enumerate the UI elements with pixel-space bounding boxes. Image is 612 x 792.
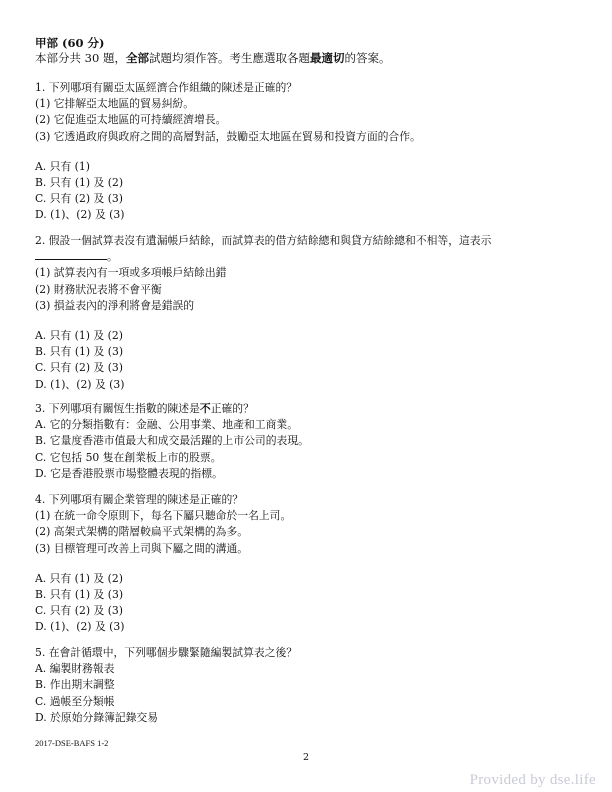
option-a: A. 編製財務報表 <box>35 662 115 676</box>
question-4 <box>35 492 291 636</box>
section-title: 甲部 (60 分) <box>35 36 105 50</box>
statement: (2) 財務狀況表將不會平衡 <box>35 282 162 296</box>
stem-emphasis-not: 不 <box>199 402 211 415</box>
option-b: B. 只有 (1) 及 (3) <box>35 588 124 602</box>
option-d: D. 它是香港股票市場整體表現的指標。 <box>35 466 223 480</box>
option-d: D. 於原始分錄簿記錄交易 <box>35 710 159 724</box>
option-a: A. 只有 (1) 及 (2) <box>35 571 123 585</box>
question-stem: 5. 在會計循環中，下列哪個步驟緊隨編製試算表之後？ <box>35 646 298 659</box>
option-d: D. (1)、(2) 及 (3) <box>35 208 125 222</box>
question-stem: 4. 下列哪項有關企業管理的陳述是正確的？ <box>35 493 244 506</box>
instruction-emphasis-best: 最適切 <box>309 51 345 65</box>
paper-code: 2017-DSE-BAFS 1-2 <box>35 738 109 748</box>
question-2 <box>35 233 491 393</box>
option-d: D. (1)、(2) 及 (3) <box>35 377 125 391</box>
statement: (2) 它促進亞太地區的可持續經濟增長。 <box>35 113 227 127</box>
option-b: B. 作出期末調整 <box>35 678 115 692</box>
question-stem: 1. 下列哪項有關亞太區經濟合作組織的陳述是正確的？ <box>35 81 298 94</box>
option-b: B. 它量度香港市值最大和成交最活躍的上市公司的表現。 <box>35 434 309 448</box>
statement: (3) 損益表內的淨利將會是錯誤的 <box>35 298 195 312</box>
instruction-text: 試題均須作答。考生應選取各題 <box>148 51 310 65</box>
watermark: Provided by dse.life <box>469 772 596 788</box>
question-stem <box>35 401 309 417</box>
option-d: D. (1)、(2) 及 (3) <box>35 620 125 634</box>
question-stem: 2. 假設一個試算表沒有遺漏帳戶結餘，而試算表的借方結餘總和與貸方結餘總和不相等，這表示 <box>35 234 492 247</box>
instruction-text: 本部分共 30 題， <box>35 51 126 65</box>
answer-blank-line <box>35 249 491 265</box>
question-5 <box>35 645 297 726</box>
instruction-emphasis-all: 全部 <box>125 51 149 65</box>
option-c: C. 它包括 50 隻在創業板上市的股票。 <box>35 450 222 464</box>
section-instruction <box>35 51 390 66</box>
option-c: C. 過帳至分類帳 <box>35 694 115 708</box>
page-number: 2 <box>302 752 310 763</box>
answer-blank <box>35 249 107 260</box>
statement: (1) 試算表內有一項或多項帳戶結餘出錯 <box>35 266 227 280</box>
option-a: A. 它的分類指數有：金融、公用事業、地產和工商業。 <box>35 418 298 432</box>
option-c: C. 只有 (2) 及 (3) <box>35 604 124 618</box>
option-a: A. 只有 (1) <box>35 159 90 173</box>
stem-text: 正確的？ <box>210 402 254 415</box>
option-c: C. 只有 (2) 及 (3) <box>35 192 124 206</box>
question-1 <box>35 80 421 224</box>
stem-text: 3. 下列哪項有關恆生指數的陳述是 <box>35 402 200 415</box>
statement: (3) 目標管理可改善上司與下屬之間的溝通。 <box>35 541 249 555</box>
option-b: B. 只有 (1) 及 (2) <box>35 176 124 190</box>
instruction-text: 的答案。 <box>344 51 391 65</box>
question-3 <box>35 401 309 482</box>
statement: (1) 在統一命令原則下，每名下屬只聽命於一名上司。 <box>35 509 292 523</box>
section-header <box>35 36 390 66</box>
statement: (3) 它透過政府與政府之間的高層對話，鼓勵亞太地區在貿易和投資方面的合作。 <box>35 129 421 143</box>
stem-suffix: 。 <box>107 250 118 264</box>
statement: (2) 高架式架構的階層較扁平式架構的為多。 <box>35 525 249 539</box>
statement: (1) 它排解亞太地區的貿易糾紛。 <box>35 97 195 111</box>
option-a: A. 只有 (1) 及 (2) <box>35 329 123 343</box>
option-c: C. 只有 (2) 及 (3) <box>35 361 124 375</box>
option-b: B. 只有 (1) 及 (3) <box>35 345 124 359</box>
